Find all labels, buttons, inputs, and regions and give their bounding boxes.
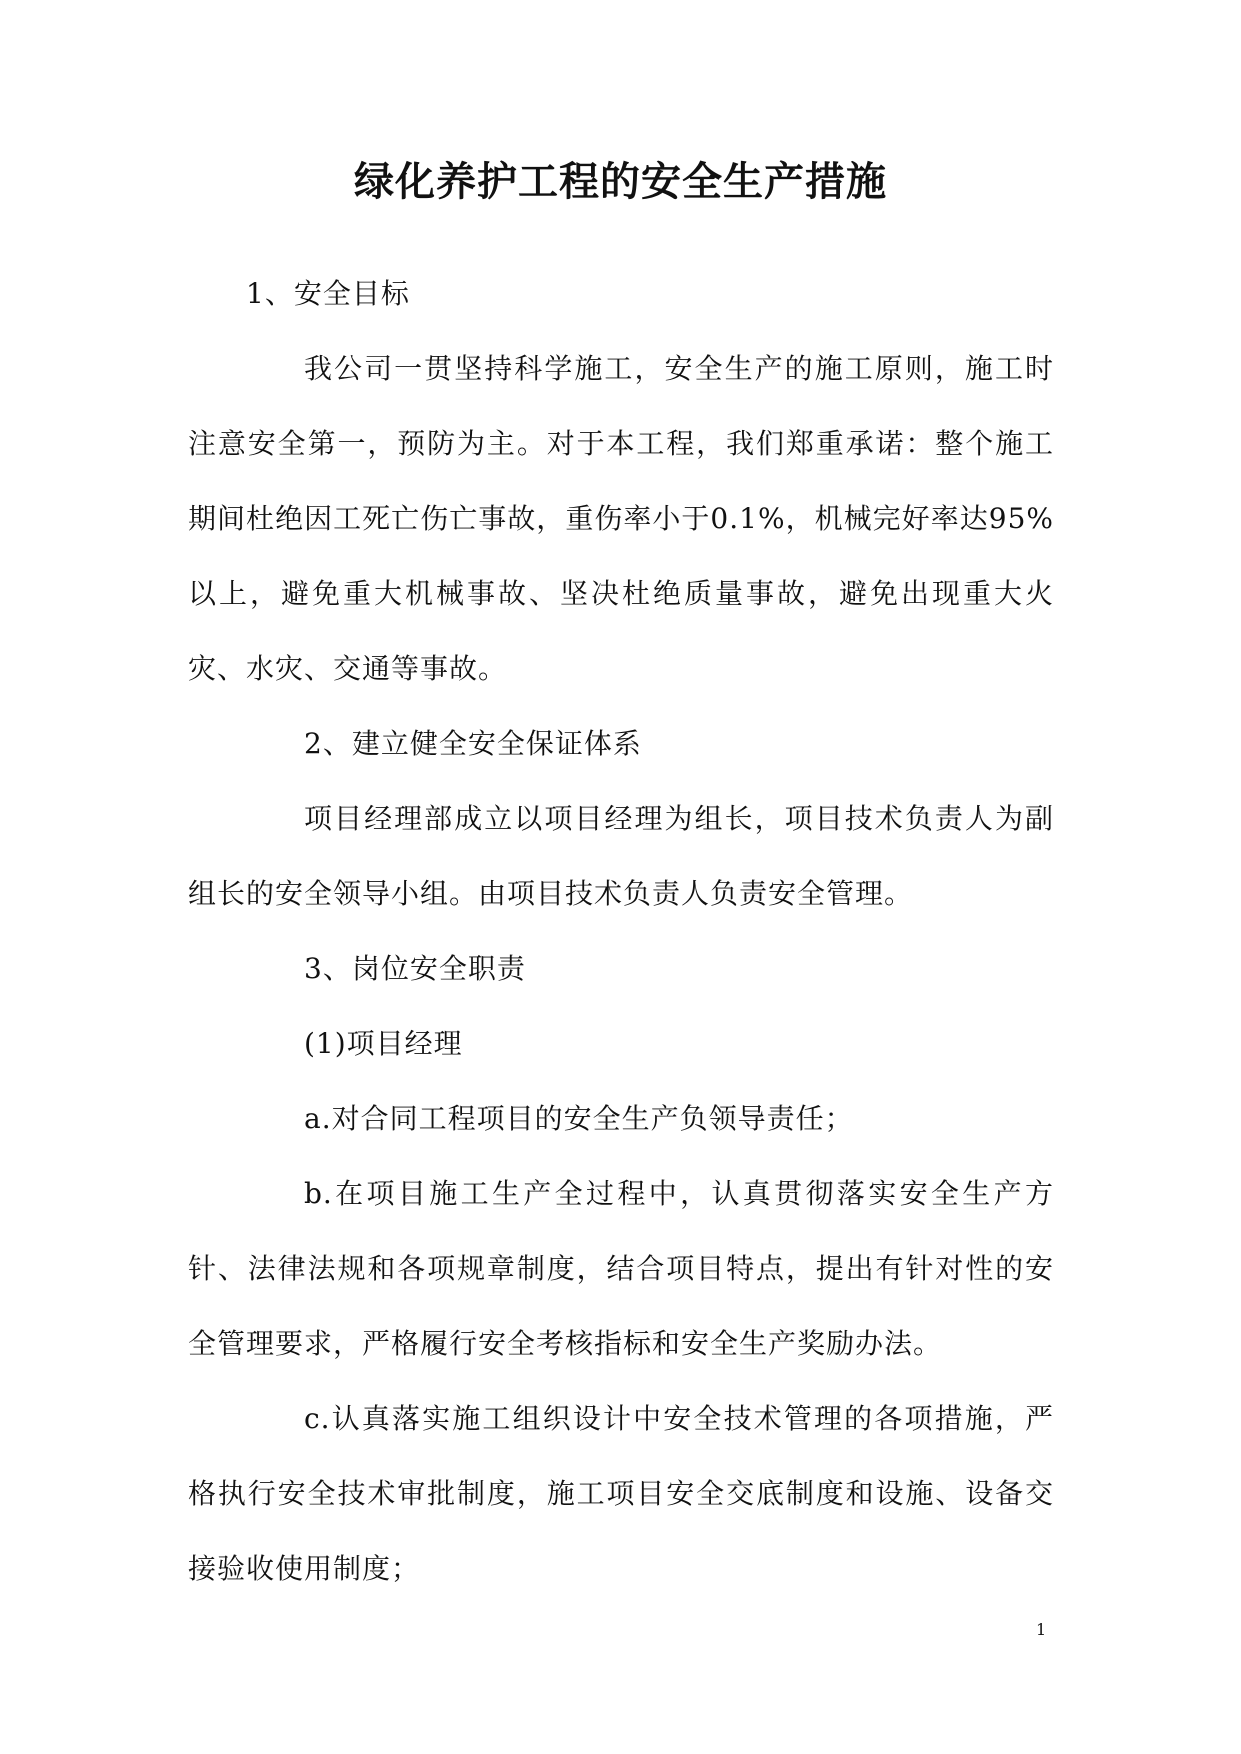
list-item-a: a.对合同工程项目的安全生产负领导责任； (304, 1102, 854, 1135)
document-body (188, 256, 1054, 1606)
section-heading-safety-system: 2、建立健全安全保证体系 (304, 727, 642, 760)
section-heading-duties: 3、岗位安全职责 (304, 952, 526, 985)
paragraph-safety-goal: 我公司一贯坚持科学施工，安全生产的施工原则，施工时注意安全第一，预防为主。对于本工程，我们郑重承诺：整个施工期间杜绝因工死亡伤亡事故，重伤率小于0.1%，机械完好率达95%以上，避免重大机械事故、坚决杜绝质量事故，避免出现重大火灾、水灾、交通等事故。 (188, 352, 1054, 685)
list-item-c: c.认真落实施工组织设计中安全技术管理的各项措施，严格执行安全技术审批制度，施工项目安全交底制度和设施、设备交接验收使用制度； (188, 1402, 1054, 1585)
subheading-project-manager: (1)项目经理 (304, 1027, 463, 1060)
list-item-b: b.在项目施工生产全过程中，认真贯彻落实安全生产方针、法律法规和各项规章制度，结合项目特点，提出有针对性的安全管理要求，严格履行安全考核指标和安全生产奖励办法。 (188, 1177, 1054, 1360)
section-heading-safety-goal: 1、安全目标 (246, 277, 410, 310)
document-title: 绿化养护工程的安全生产措施 (354, 158, 887, 205)
paragraph-safety-system: 项目经理部成立以项目经理为组长，项目技术负责人为副组长的安全领导小组。由项目技术负责人负责安全管理。 (188, 802, 1054, 910)
page-number: 1 (1036, 1620, 1047, 1639)
